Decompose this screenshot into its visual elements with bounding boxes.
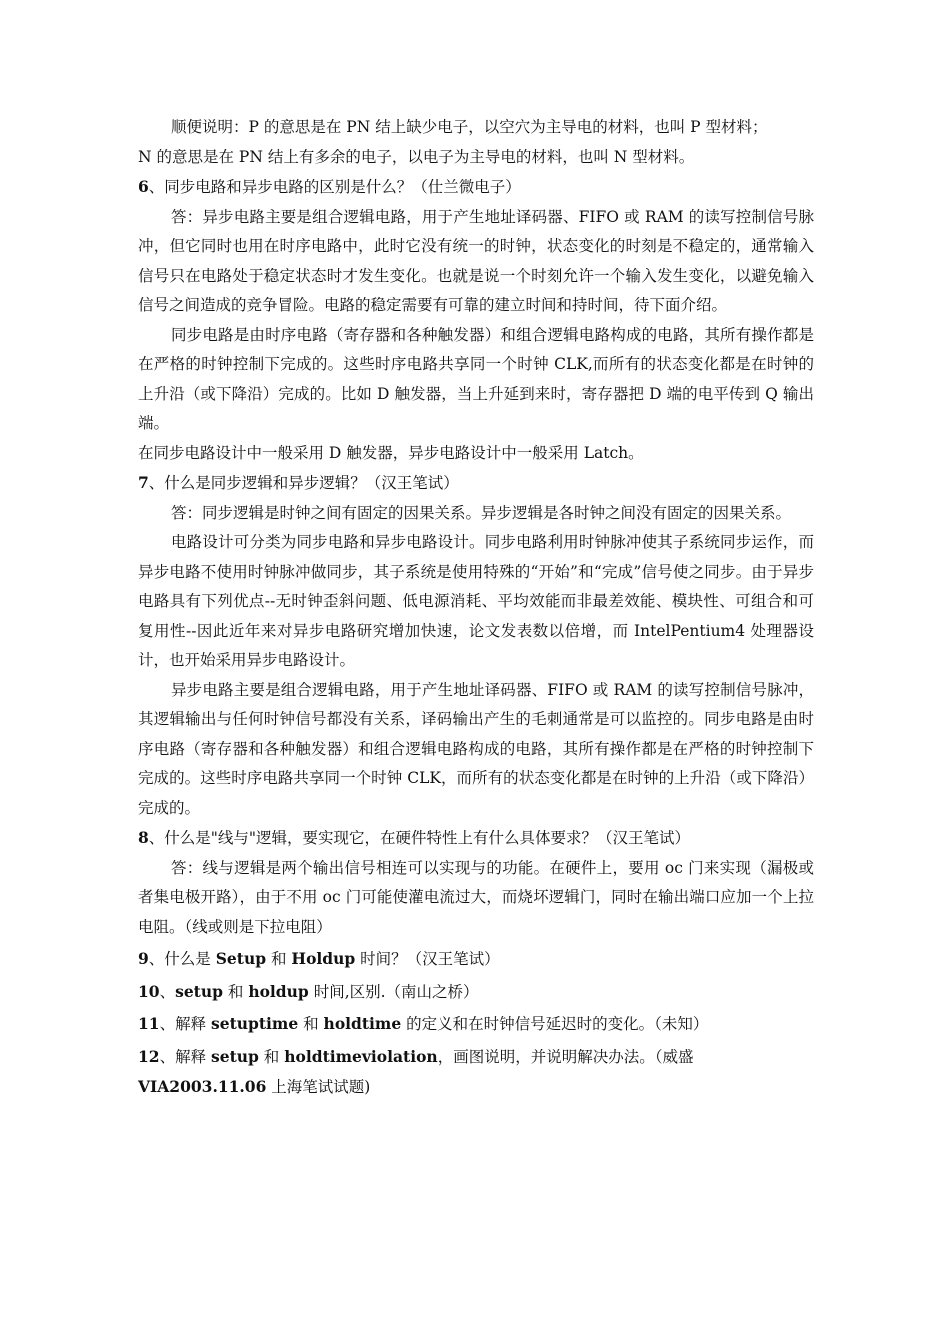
source-tag: VIA2003.11.06	[138, 1077, 267, 1096]
question-text: 、什么是同步逻辑和异步逻辑？（汉王笔试）	[148, 474, 459, 492]
q7-answer-paragraph-2: 电路设计可分类为同步电路和异步电路设计。同步电路利用时钟脉冲使其子系统同步运作，而异步电路不使用时钟脉冲做同步，其子系统是使用特殊的“开始”和“完成”信号使之同步。由于异步电路具有下列优点--无时钟歪斜问题、低电源消耗、平均效能而非最差效能、模块性、可组合和可复用性--因此近年来对异步电路研究增加快速，论文发表数以倍增，而 IntelPentium4 处理器设计，也开始采用异步电路设计。	[138, 533, 814, 669]
question-text-post: 时间,区别.（南山之桥）	[308, 982, 479, 1001]
question-9	[138, 944, 814, 975]
note-line-1: 顺便说明：P 的意思是在 PN 结上缺少电子，以空穴为主导电的材料，也叫 P 型材料；	[171, 118, 768, 136]
question-11	[138, 1009, 814, 1040]
question-text: 、同步电路和异步电路的区别是什么？（仕兰微电子）	[148, 178, 521, 196]
term-holdup: Holdup	[291, 949, 356, 968]
question-number: 11	[138, 1014, 160, 1033]
question-12	[138, 1042, 814, 1103]
document-body	[138, 113, 814, 1103]
q8-answer-paragraph-1: 答：线与逻辑是两个输出信号相连可以实现与的功能。在硬件上，要用 oc 门来实现（漏极或者集电极开路），由于不用 oc 门可能使灌电流过大，而烧坏逻辑门，同时在输出端口应加一个上拉电阻。（线或则是下拉电阻）	[138, 858, 814, 936]
q6-answer-paragraph-1: 答：异步电路主要是组合逻辑电路，用于产生地址译码器、FIFO 或 RAM 的读写控制信号脉冲，但它同时也用在时序电路中，此时它没有统一的时钟，状态变化的时刻是不稳定的，通常输入信号只在电路处于稳定状态时才发生变化。也就是说一个时刻允许一个输入发生变化，以避免输入信号之间造成的竞争冒险。电路的稳定需要有可靠的建立时间和持时间，待下面介绍。	[138, 207, 814, 314]
question-10	[138, 977, 814, 1008]
term-holdtimeviolation: holdtimeviolation	[284, 1046, 438, 1066]
question-text-pre: 、	[159, 982, 176, 1001]
term-holdup: holdup	[248, 981, 309, 1001]
question-text-pre: 、什么是	[148, 950, 216, 968]
term-holdtime: holdtime	[323, 1014, 402, 1033]
note-paragraph-continued	[138, 143, 814, 173]
question-text: 、什么是"线与"逻辑，要实现它，在硬件特性上有什么具体要求？（汉王笔试）	[148, 829, 691, 847]
question-text-pre: 、解释	[159, 1047, 212, 1066]
question-8	[138, 823, 814, 854]
question-number: 9	[138, 949, 149, 968]
question-7	[138, 468, 814, 499]
question-text-mid: 和	[258, 1047, 285, 1066]
question-6	[138, 172, 814, 203]
question-text-post: 时间？（汉王笔试）	[355, 950, 500, 968]
question-number: 6	[138, 177, 149, 196]
note-paragraph	[138, 113, 814, 143]
note-line-2: N 的意思是在 PN 结上有多余的电子，以电子为主导电的材料，也叫 N 型材料。	[138, 147, 695, 166]
question-text-post: 的定义和在时钟信号延迟时的变化。（未知）	[401, 1015, 709, 1033]
q6-answer-paragraph-2: 同步电路是由时序电路（寄存器和各种触发器）和组合逻辑电路构成的电路，其所有操作都是在严格的时钟控制下完成的。这些时序电路共享同一个时钟 CLK,而所有的状态变化都是在时钟的上升沿（或下降沿）完成的。比如 D 触发器，当上升延到来时，寄存器把 D 端的电平传到 Q 输出端。	[138, 325, 814, 432]
question-text-pre: 、解释	[159, 1015, 212, 1033]
question-text-mid: 和	[222, 982, 249, 1001]
term-setuptime: setuptime	[211, 1014, 299, 1033]
question-number: 7	[138, 473, 149, 492]
question-text-mid: 和	[298, 1015, 324, 1033]
question-text-mid: 和	[266, 950, 292, 968]
term-setup: setup	[211, 1046, 259, 1066]
question-number: 10	[138, 981, 160, 1001]
term-setup: setup	[175, 981, 223, 1001]
question-number: 12	[138, 1046, 160, 1066]
q6-answer-paragraph-3: 在同步电路设计中一般采用 D 触发器，异步电路设计中一般采用 Latch。	[138, 443, 644, 462]
question-number: 8	[138, 828, 149, 847]
question-text-tail: 上海笔试试题)	[266, 1078, 371, 1096]
q7-answer-paragraph-3: 异步电路主要是组合逻辑电路，用于产生地址译码器、FIFO 或 RAM 的读写控制信号脉冲，其逻辑输出与任何时钟信号都没有关系，译码输出产生的毛刺通常是可以监控的。同步电路是由时序电路（寄存器和各种触发器）和组合逻辑电路构成的电路，其所有操作都是在严格的时钟控制下完成的。这些时序电路共享同一个时钟 CLK，而所有的状态变化都是在时钟的上升沿（或下降沿）完成的。	[138, 680, 814, 817]
q7-answer-paragraph-1: 答：同步逻辑是时钟之间有固定的因果关系。异步逻辑是各时钟之间没有固定的因果关系。	[171, 503, 792, 522]
term-setup: Setup	[215, 949, 267, 968]
question-text-post: ，画图说明，并说明解决办法。（威盛	[437, 1047, 694, 1066]
